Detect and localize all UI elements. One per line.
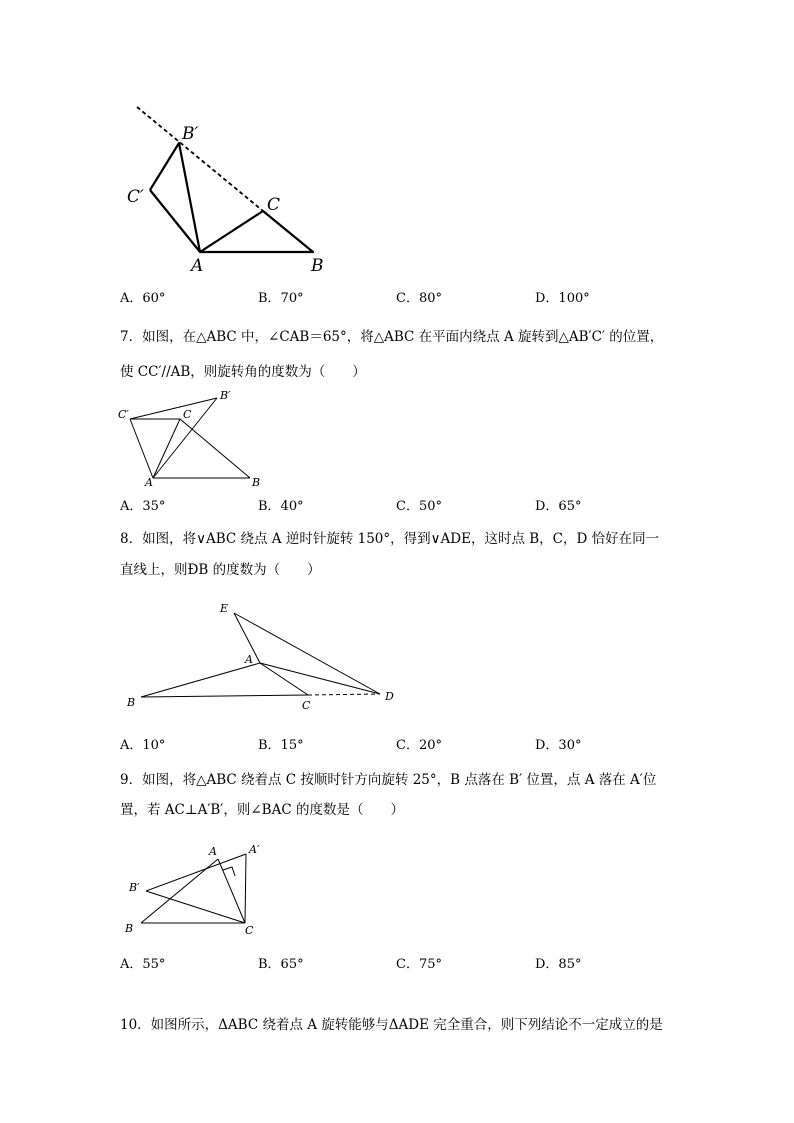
q8-text-line2: 直线上，则ÐB 的度数为（ ）	[120, 562, 321, 578]
figure-q6	[0, 0, 794, 300]
figure-q6-lines	[137, 107, 313, 252]
q8-label-b: B	[127, 696, 136, 709]
q9-option-b: B．65°	[258, 957, 304, 972]
label-c-prime: C′	[127, 187, 144, 207]
q7-option-c: C．50°	[396, 499, 442, 514]
q7-label-b: B	[252, 476, 261, 489]
q8-label-c: C	[302, 699, 311, 712]
q7-label-c-prime: C′	[118, 408, 129, 421]
label-b-prime: B′	[182, 124, 199, 144]
q9-label-c: C	[245, 924, 254, 937]
q8-label-a: A	[245, 653, 253, 666]
q7-label-a: A	[145, 476, 153, 489]
q10-text-line1: 10．如图所示，ΔABC 绕着点 A 旋转能够与ΔADE 完全重合，则下列结论不一定成立的是	[120, 1017, 663, 1033]
q8-text-line1: 8．如图，将∨ABC 绕点 A 逆时针旋转 150°，得到∨ADE，这时点 B，C，D 恰好在同一	[120, 531, 660, 547]
label-a: A	[191, 256, 204, 276]
q9-label-a: A	[209, 845, 217, 858]
label-c: C	[267, 195, 281, 215]
q7-option-d: D．65°	[535, 499, 582, 514]
q9-option-a: A．55°	[120, 957, 166, 972]
q6-option-d: D．100°	[535, 291, 590, 306]
q8-label-e: E	[220, 602, 229, 615]
q9-label-a-prime: A′	[249, 843, 260, 856]
q8-option-d: D．30°	[535, 738, 582, 753]
q9-option-d: D．85°	[535, 957, 582, 972]
q9-label-b: B	[125, 922, 134, 935]
q8-option-c: C．20°	[396, 738, 442, 753]
q7-option-b: B．40°	[258, 499, 304, 514]
q7-label-c: C	[183, 408, 192, 421]
q6-option-b: B．70°	[258, 291, 304, 306]
q8-option-b: B．15°	[258, 738, 304, 753]
figure-q9-lines	[141, 854, 246, 923]
q6-option-a: A．60°	[120, 291, 166, 306]
q9-text-line1: 9．如图，将△ABC 绕着点 C 按顺时针方向旋转 25°，B 点落在 B′ 位置，点 A 落在 A′位	[120, 772, 657, 788]
q7-option-a: A．35°	[120, 499, 166, 514]
figure-q8	[0, 600, 794, 720]
figure-q7	[0, 388, 794, 488]
q8-option-a: A．10°	[120, 738, 166, 753]
q9-option-c: C．75°	[396, 957, 442, 972]
q8-label-d: D	[385, 690, 394, 703]
figure-q8-lines	[141, 613, 380, 697]
q6-option-c: C．80°	[396, 291, 442, 306]
figure-q9	[0, 836, 794, 946]
q9-text-line2: 置，若 AC⊥A′B′，则∠BAC 的度数是（ ）	[120, 802, 404, 818]
q7-label-b-prime: B′	[220, 389, 231, 402]
q9-label-b-prime: B′	[129, 881, 140, 894]
q7-text-line1: 7．如图，在△ABC 中，∠CAB＝65°，将△ABC 在平面内绕点 A 旋转到△AB′C′ 的位置，	[120, 329, 664, 345]
label-b: B	[311, 256, 324, 276]
q7-text-line2: 使 CC′//AB，则旋转角的度数为（ ）	[120, 364, 366, 380]
